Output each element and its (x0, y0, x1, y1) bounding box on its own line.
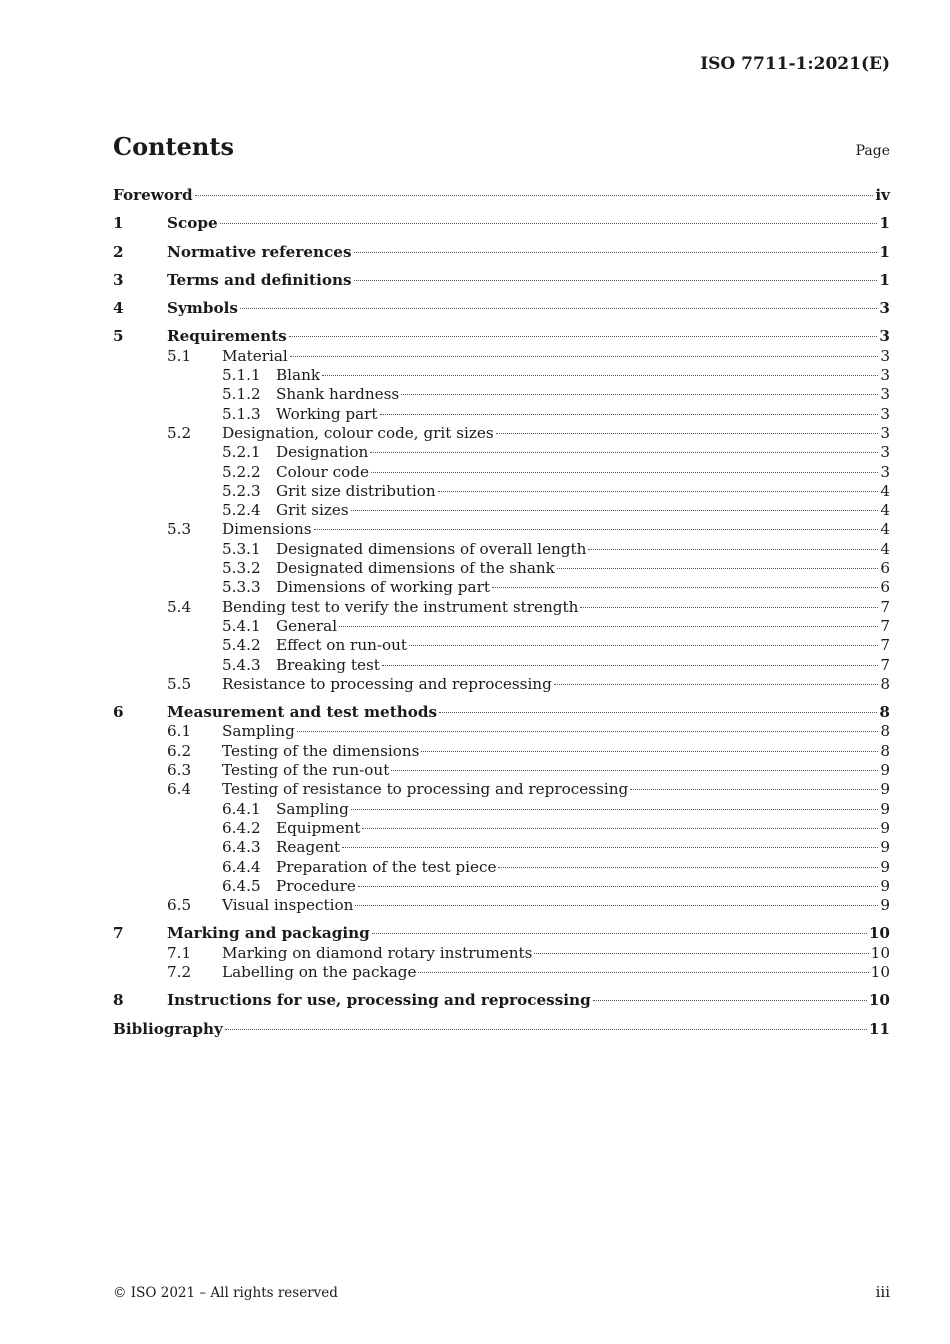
toc-entry-number: 5.3 (167, 520, 192, 539)
toc-entry[interactable] (113, 675, 890, 694)
toc-entry[interactable] (113, 617, 890, 636)
toc-entry-number: 6.4 (167, 780, 192, 799)
toc-entry-number: 5.3.2 (222, 559, 261, 578)
toc-dot-leader (580, 606, 878, 608)
toc-entry-number: 5.4 (167, 597, 192, 616)
toc-entry[interactable] (113, 838, 890, 857)
footer-page-number: iii (875, 1283, 890, 1301)
toc-dot-leader (355, 904, 878, 906)
toc-entry[interactable] (113, 963, 890, 982)
toc-entry-title: Designated dimensions of the shank (276, 559, 555, 578)
toc-entry-title: Testing of resistance to processing and reprocessing (222, 780, 629, 799)
toc-entry-number: 6 (113, 703, 124, 722)
toc-dot-leader (371, 471, 878, 473)
toc-entry-page: 9 (880, 838, 890, 857)
toc-entry-title: Working part (276, 404, 378, 423)
toc-entry-number: 7.1 (167, 943, 192, 962)
toc-entry-page: 7 (880, 597, 890, 616)
toc-dot-leader (358, 885, 878, 887)
toc-dot-leader (370, 451, 878, 453)
toc-dot-leader (439, 711, 877, 713)
toc-entry-title: Preparation of the test piece (276, 857, 497, 876)
toc-entry-title: Designated dimensions of overall length (276, 539, 587, 558)
toc-entry[interactable] (113, 780, 890, 799)
toc-entry-number: 5.2 (167, 423, 192, 442)
toc-dot-leader (593, 999, 867, 1001)
toc-entry[interactable] (113, 742, 890, 761)
toc-entry-number: 6.4.4 (222, 857, 261, 876)
toc-entry[interactable] (113, 299, 890, 318)
toc-entry[interactable] (113, 559, 890, 578)
toc-entry-title: Reagent (276, 838, 341, 857)
toc-entry-number: 7.2 (167, 962, 192, 981)
toc-entry[interactable] (113, 761, 890, 780)
toc-dot-leader (322, 374, 878, 376)
toc-entry[interactable] (113, 443, 890, 462)
contents-title: Contents (113, 132, 234, 161)
toc-entry-page: 10 (870, 943, 890, 962)
toc-entry-page: iv (875, 186, 890, 204)
toc-entry-number: 5.2.3 (222, 481, 261, 500)
toc-entry-title: Shank hardness (276, 385, 400, 404)
toc-entry-page: 9 (880, 896, 890, 915)
toc-entry-number: 4 (113, 299, 124, 318)
toc-entry-title: Effect on run-out (276, 636, 408, 655)
toc-dot-leader (534, 952, 868, 954)
toc-dot-leader (372, 932, 867, 934)
toc-entry-title: Marking and packaging (167, 924, 370, 943)
toc-entry-page: 3 (880, 385, 890, 404)
toc-entry[interactable] (113, 877, 890, 896)
toc-dot-leader (195, 194, 874, 196)
toc-dot-leader (391, 769, 878, 771)
toc-entry-page: 3 (880, 346, 890, 365)
toc-entry[interactable] (113, 186, 890, 205)
toc-entry-page: 4 (880, 481, 890, 500)
toc-dot-leader (351, 808, 879, 810)
toc-entry-page: 7 (880, 616, 890, 635)
toc-entry-title: General (276, 616, 338, 635)
toc-entry-page: 10 (868, 924, 890, 943)
toc-entry-title: Testing of the run-out (222, 761, 390, 780)
toc-entry[interactable] (113, 405, 890, 424)
toc-entry-number: 6.4.1 (222, 799, 261, 818)
toc-entry-title: Procedure (276, 876, 356, 895)
toc-entry-page: 1 (879, 242, 890, 261)
toc-entry-page: 3 (880, 404, 890, 423)
toc-entry-page: 9 (880, 799, 890, 818)
toc-dot-leader (492, 586, 878, 588)
toc-entry-title: Symbols (167, 299, 238, 318)
toc-entry-page: 9 (880, 761, 890, 780)
toc-entry[interactable] (113, 347, 890, 366)
toc-entry-title: Resistance to processing and reprocessing (222, 674, 552, 693)
toc-dot-leader (418, 971, 868, 973)
toc-dot-leader (630, 788, 878, 790)
toc-dot-leader (409, 644, 878, 646)
toc-dot-leader (289, 335, 878, 337)
toc-dot-leader (382, 664, 878, 666)
toc-entry-title: Measurement and test methods (167, 703, 438, 722)
toc-entry[interactable] (113, 463, 890, 482)
toc-entry-number: 5.2.2 (222, 462, 261, 481)
toc-entry[interactable] (113, 896, 890, 915)
toc-entry-number: 5.1.3 (222, 404, 261, 423)
toc-entry-page: 4 (880, 501, 890, 520)
toc-entry-page: 3 (880, 443, 890, 462)
toc-entry-number: 1 (113, 214, 124, 233)
toc-entry-page: 7 (880, 636, 890, 655)
toc-entry[interactable] (113, 944, 890, 963)
toc-dot-leader (498, 866, 878, 868)
toc-dot-leader (588, 548, 878, 550)
toc-entry-page: 8 (880, 674, 890, 693)
toc-entry-page: 1 (879, 270, 890, 289)
toc-entry-number: 5.3.3 (222, 578, 261, 597)
toc-entry-title: Bibliography (113, 1019, 223, 1038)
toc-entry[interactable] (113, 819, 890, 838)
toc-entry-page: 3 (880, 366, 890, 385)
toc-dot-leader (220, 222, 878, 224)
toc-entry-number: 6.4.3 (222, 838, 261, 857)
toc-entry-title: Colour code (276, 462, 369, 481)
toc-entry-page: 1 (879, 214, 890, 233)
footer-copyright: © ISO 2021 – All rights reserved (113, 1285, 338, 1301)
toc-entry[interactable] (113, 656, 890, 675)
toc-entry[interactable] (113, 722, 890, 741)
toc-entry-page: 11 (868, 1019, 890, 1038)
toc-entry-number: 5.1.1 (222, 366, 261, 385)
toc-dot-leader (362, 827, 878, 829)
toc-dot-leader (421, 750, 878, 752)
toc-dot-leader (380, 413, 879, 415)
toc-dot-leader (351, 509, 879, 511)
toc-entry-number: 3 (113, 270, 124, 289)
toc-entry-page: 6 (880, 559, 890, 578)
toc-dot-leader (401, 393, 878, 395)
toc-entry[interactable] (113, 243, 890, 262)
toc-dot-leader (354, 251, 878, 253)
toc-entry-title: Grit size distribution (276, 481, 436, 500)
toc-entry-number: 2 (113, 242, 124, 261)
toc-entry-title: Testing of the dimensions (222, 741, 420, 760)
toc-entry[interactable] (113, 924, 890, 943)
toc-dot-leader (496, 432, 879, 434)
toc-entry-title: Equipment (276, 818, 361, 837)
toc-entry-title: Sampling (222, 722, 295, 741)
toc-entry[interactable] (113, 366, 890, 385)
toc-entry-title: Visual inspection (222, 896, 354, 915)
toc-entry[interactable] (113, 520, 890, 539)
toc-entry-title: Breaking test (276, 655, 380, 674)
toc-entry-number: 5.4.3 (222, 655, 261, 674)
toc-entry-page: 4 (880, 520, 890, 539)
toc-entry-title: Labelling on the package (222, 962, 417, 981)
toc-dot-leader (297, 730, 879, 732)
toc-dot-leader (225, 1028, 867, 1030)
toc-entry-number: 5.5 (167, 674, 192, 693)
toc-entry-page: 8 (880, 722, 890, 741)
toc-dot-leader (290, 355, 879, 357)
toc-entry-number: 5.4.2 (222, 636, 261, 655)
toc-entry-page: 9 (880, 857, 890, 876)
toc-dot-leader (339, 625, 878, 627)
toc-entry-number: 7 (113, 924, 124, 943)
toc-entry-title: Material (222, 346, 288, 365)
toc-entry[interactable] (113, 703, 890, 722)
toc-entry-title: Designation, colour code, grit sizes (222, 423, 494, 442)
page-column-label: Page (855, 143, 890, 159)
toc-entry[interactable] (113, 991, 890, 1010)
toc-entry-page: 9 (880, 780, 890, 799)
toc-entry-number: 5.3.1 (222, 539, 261, 558)
toc-entry-number: 5.2.4 (222, 501, 261, 520)
toc-entry-title: Requirements (167, 327, 287, 346)
toc-entry[interactable] (113, 214, 890, 233)
toc-entry[interactable] (113, 800, 890, 819)
toc-dot-leader (354, 279, 878, 281)
toc-entry-title: Sampling (276, 799, 349, 818)
toc-entry[interactable] (113, 636, 890, 655)
toc-entry-title: Blank (276, 366, 321, 385)
toc-entry-number: 5 (113, 327, 124, 346)
toc-entry-number: 6.2 (167, 741, 192, 760)
toc-entry[interactable] (113, 1020, 890, 1039)
toc-entry-page: 3 (879, 327, 890, 346)
toc-dot-leader (554, 683, 879, 685)
toc-dot-leader (557, 567, 878, 569)
toc-entry[interactable] (113, 598, 890, 617)
toc-entry-page: 7 (880, 655, 890, 674)
toc-entry-title: Bending test to verify the instrument strength (222, 597, 579, 616)
toc-entry-number: 6.4.2 (222, 818, 261, 837)
toc-entry-page: 6 (880, 578, 890, 597)
toc-entry-page: 3 (880, 423, 890, 442)
toc-entry-title: Instructions for use, processing and reprocessing (167, 991, 591, 1010)
toc-entry[interactable] (113, 501, 890, 520)
toc-entry[interactable] (113, 424, 890, 443)
toc-entry-title: Dimensions of working part (276, 578, 490, 597)
toc-entry-page: 3 (880, 462, 890, 481)
toc-entry-page: 9 (880, 876, 890, 895)
toc-entry-title: Dimensions (222, 520, 312, 539)
toc-entry[interactable] (113, 327, 890, 346)
toc-dot-leader (438, 490, 879, 492)
toc-dot-leader (342, 846, 878, 848)
toc-entry-number: 5.2.1 (222, 443, 261, 462)
toc-entry-page: 9 (880, 818, 890, 837)
toc-entry-page: 10 (868, 991, 890, 1010)
toc-entry-title: Normative references (167, 242, 352, 261)
toc-entry-title: Designation (276, 443, 369, 462)
document-id: ISO 7711-1:2021(E) (700, 54, 890, 74)
toc-entry-number: 6.5 (167, 896, 192, 915)
toc-entry-title: Terms and definitions (167, 270, 352, 289)
toc-entry-number: 5.1.2 (222, 385, 261, 404)
toc-entry-page: 10 (870, 962, 890, 981)
toc-entry-number: 6.4.5 (222, 876, 261, 895)
toc-entry-title: Marking on diamond rotary instruments (222, 943, 533, 962)
toc-entry[interactable] (113, 271, 890, 290)
toc-entry[interactable] (113, 540, 890, 559)
toc-entry[interactable] (113, 578, 890, 597)
toc-entry-page: 8 (879, 703, 890, 722)
toc-entry[interactable] (113, 858, 890, 877)
toc-entry-title: Scope (167, 214, 218, 233)
toc-entry-title: Foreword (113, 186, 193, 204)
toc-entry-number: 5.4.1 (222, 616, 261, 635)
table-of-contents (113, 186, 890, 1039)
toc-entry-page: 4 (880, 539, 890, 558)
toc-entry[interactable] (113, 385, 890, 404)
toc-entry-page: 3 (879, 299, 890, 318)
toc-entry-number: 6.1 (167, 722, 192, 741)
toc-entry-page: 8 (880, 741, 890, 760)
toc-entry-number: 5.1 (167, 346, 192, 365)
toc-entry-number: 6.3 (167, 761, 192, 780)
toc-dot-leader (240, 307, 877, 309)
toc-entry[interactable] (113, 482, 890, 501)
toc-entry-number: 8 (113, 991, 124, 1010)
toc-dot-leader (314, 528, 879, 530)
toc-entry-title: Grit sizes (276, 501, 349, 520)
